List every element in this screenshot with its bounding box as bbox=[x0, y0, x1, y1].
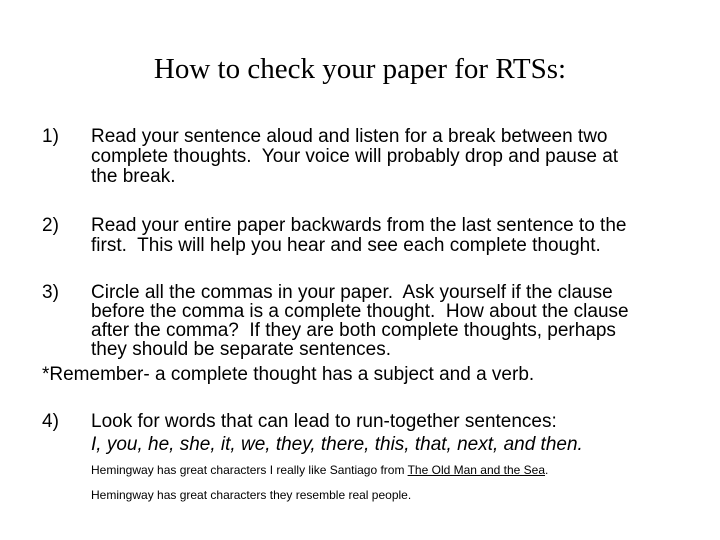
example-1 bbox=[91, 463, 548, 477]
item-3-line-2: before the comma is a complete thought. How about the clause bbox=[91, 301, 629, 322]
item-3-line-4: they should be separate sentences. bbox=[91, 339, 391, 360]
item-3-line-1: Circle all the commas in your paper. Ask yourself if the clause bbox=[91, 282, 613, 303]
item-3-number: 3) bbox=[42, 282, 59, 303]
lead-words: I, you, he, she, it, we, they, there, this, that, next, and then. bbox=[91, 434, 583, 455]
item-2-line-2: first. This will help you hear and see each complete thought. bbox=[91, 235, 601, 256]
item-2-number: 2) bbox=[42, 215, 59, 236]
example-1-text: Hemingway has great characters I really like Santiago from bbox=[91, 463, 408, 477]
book-title: The Old Man and the Sea bbox=[407, 463, 546, 477]
item-1-number: 1) bbox=[42, 126, 59, 147]
example-2: Hemingway has great characters they resemble real people. bbox=[91, 488, 412, 502]
item-2-line-1: Read your entire paper backwards from the last sentence to the bbox=[91, 215, 627, 236]
page-title: How to check your paper for RTSs: bbox=[153, 53, 567, 85]
item-4-number: 4) bbox=[42, 411, 59, 432]
item-1-line-2: complete thoughts. Your voice will probably drop and pause at bbox=[91, 146, 619, 167]
item-1-line-1: Read your sentence aloud and listen for a break between two bbox=[91, 126, 608, 147]
item-3-line-3: after the comma? If they are both complete thoughts, perhaps bbox=[91, 320, 616, 341]
item-4-line-1: Look for words that can lead to run-together sentences: bbox=[91, 411, 557, 432]
remember-note: *Remember- a complete thought has a subject and a verb. bbox=[42, 364, 535, 385]
example-1-period: . bbox=[545, 463, 549, 477]
item-1-line-3: the break. bbox=[91, 166, 176, 187]
